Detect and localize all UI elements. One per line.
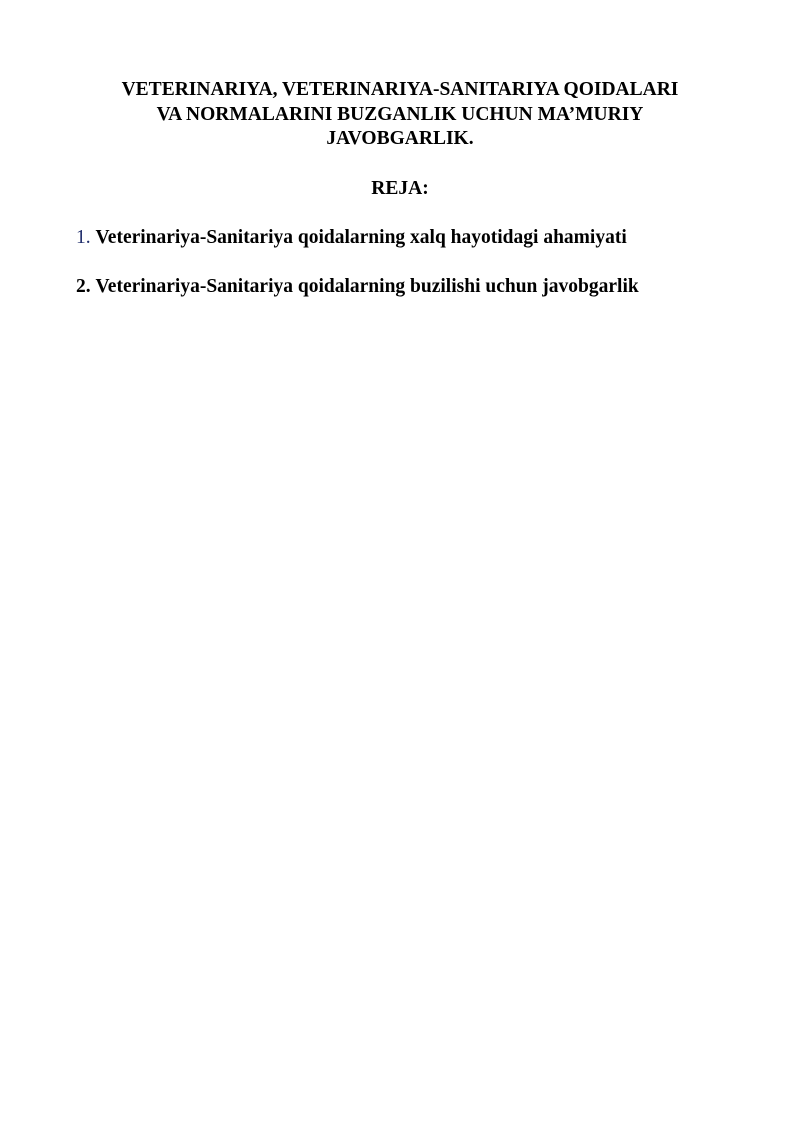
plan-item-number: 1.	[76, 227, 91, 248]
plan-heading: REJA:	[371, 178, 429, 199]
title-line: JAVOBGARLIK.	[326, 128, 474, 149]
plan-item-text: Veterinariya-Sanitariya qoidalarning xalq hayotidagi ahamiyati	[95, 227, 627, 248]
document-title	[70, 78, 730, 152]
plan-item-number: 2.	[76, 276, 91, 297]
plan-item	[76, 275, 639, 299]
title-line: VETERINARIYA, VETERINARIYA-SANITARIYA QOIDALARI	[121, 79, 679, 100]
plan-list	[76, 226, 639, 324]
title-line: VA NORMALARINI BUZGANLIK UCHUN MA’MURIY	[156, 103, 644, 125]
plan-item	[76, 226, 639, 250]
plan-item-text: Veterinariya-Sanitariya qoidalarning buzilishi uchun javobgarlik	[95, 276, 639, 297]
